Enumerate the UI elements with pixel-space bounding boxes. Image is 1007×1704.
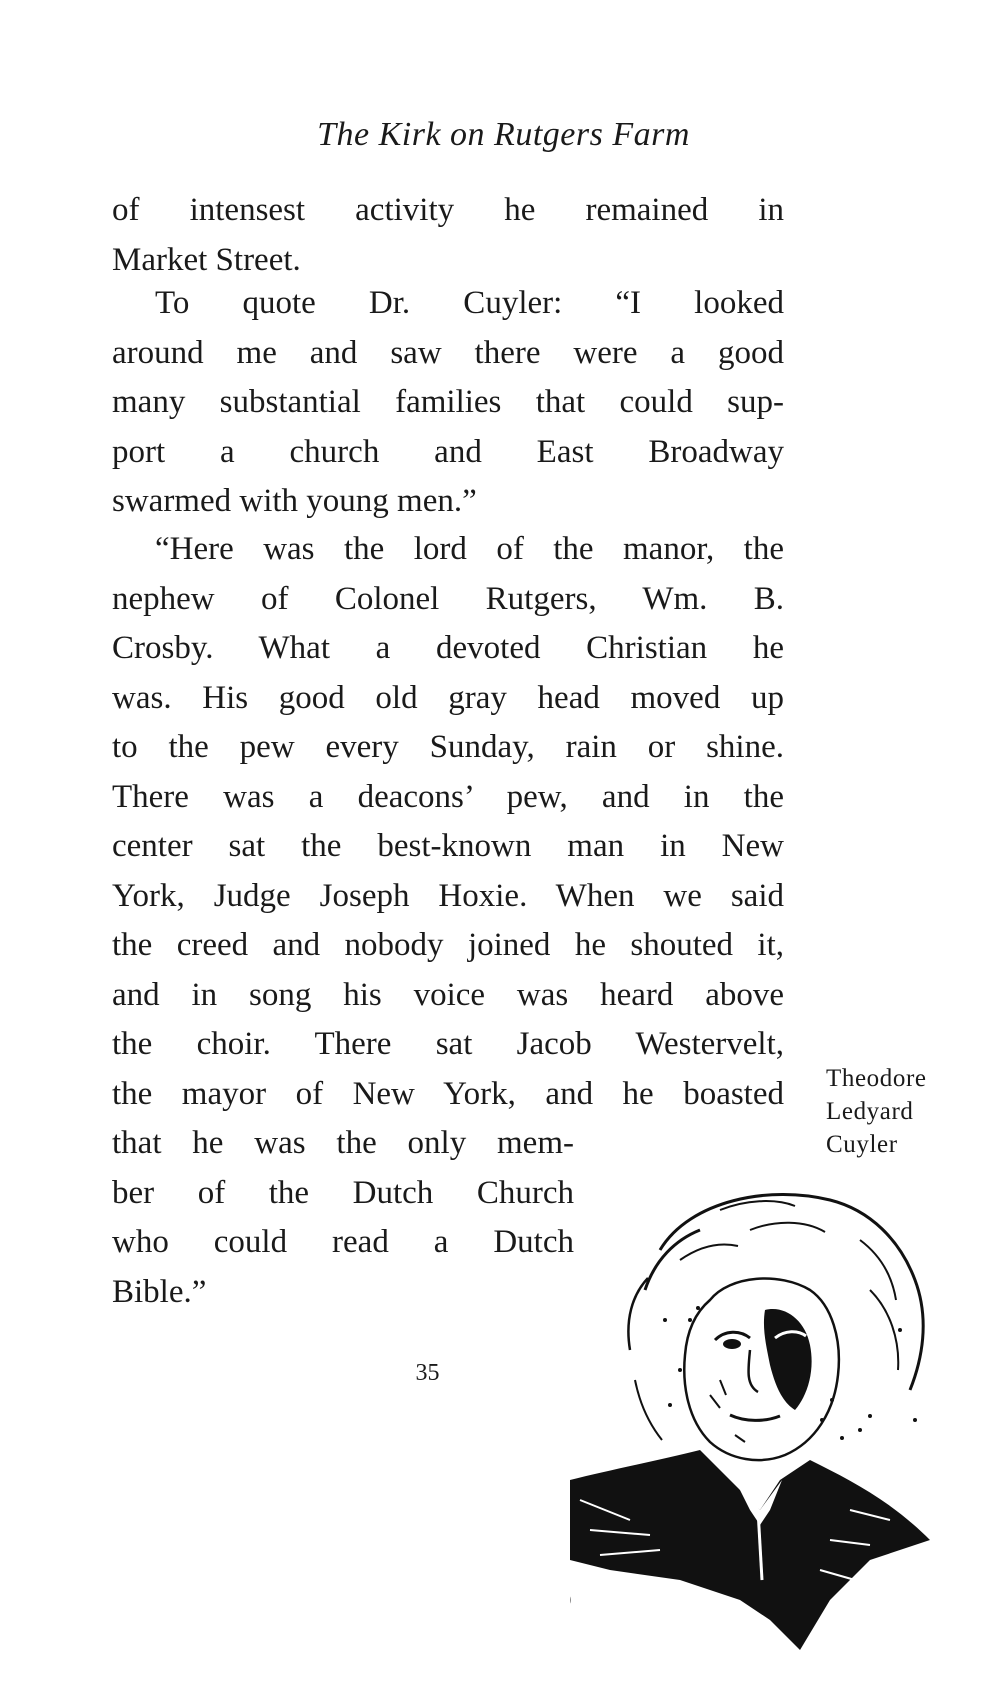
running-head: The Kirk on Rutgers Farm — [317, 116, 690, 153]
text-line: who could read a Dutch — [112, 1224, 574, 1260]
text-line: around me and saw there were a good — [112, 334, 784, 371]
text-line: of intensest activity he remained in — [112, 192, 784, 228]
text-line: center sat the best-known man in New — [112, 828, 784, 864]
text-line: swarmed with young men.” — [112, 483, 477, 519]
text-line: port a church and East Broadway — [112, 433, 784, 470]
text-line: Crosby. What a devoted Christian he — [112, 630, 784, 666]
portrait-caption — [826, 1062, 966, 1161]
caption-line: Theodore — [826, 1065, 927, 1092]
text-line: and in song his voice was heard above — [112, 976, 784, 1013]
paragraph-3-continued — [112, 1119, 574, 1317]
caption-line: Cuyler — [826, 1131, 898, 1158]
text-line: the choir. There sat Jacob Westervelt, — [112, 1026, 784, 1062]
text-line: was. His good old gray head moved up — [112, 679, 784, 716]
text-line: There was a deacons’ pew, and in the — [112, 778, 784, 815]
caption-line: Ledyard — [826, 1098, 914, 1125]
text-line: ber of the Dutch Church — [112, 1174, 574, 1211]
page-number: 35 — [415, 1360, 440, 1386]
text-line: the creed and nobody joined he shouted it, — [112, 927, 784, 963]
portrait-engraving-icon — [570, 1180, 970, 1660]
text-line: the mayor of New York, and he boasted — [112, 1075, 784, 1112]
text-line: Bible.” — [112, 1273, 207, 1310]
text-line: York, Judge Joseph Hoxie. When we said — [112, 877, 784, 914]
paragraph-1 — [112, 186, 784, 285]
text-line: Market Street. — [112, 241, 301, 278]
paragraph-2 — [112, 279, 784, 527]
text-line: nephew of Colonel Rutgers, Wm. B. — [112, 580, 784, 617]
text-line: “Here was the lord of the manor, the — [155, 531, 784, 567]
text-line: that he was the only mem- — [112, 1125, 574, 1161]
text-line: To quote Dr. Cuyler: “I looked — [155, 285, 784, 321]
paragraph-3 — [112, 525, 784, 1119]
text-line: many substantial families that could sup- — [112, 384, 784, 420]
text-line: to the pew every Sunday, rain or shine. — [112, 729, 784, 765]
